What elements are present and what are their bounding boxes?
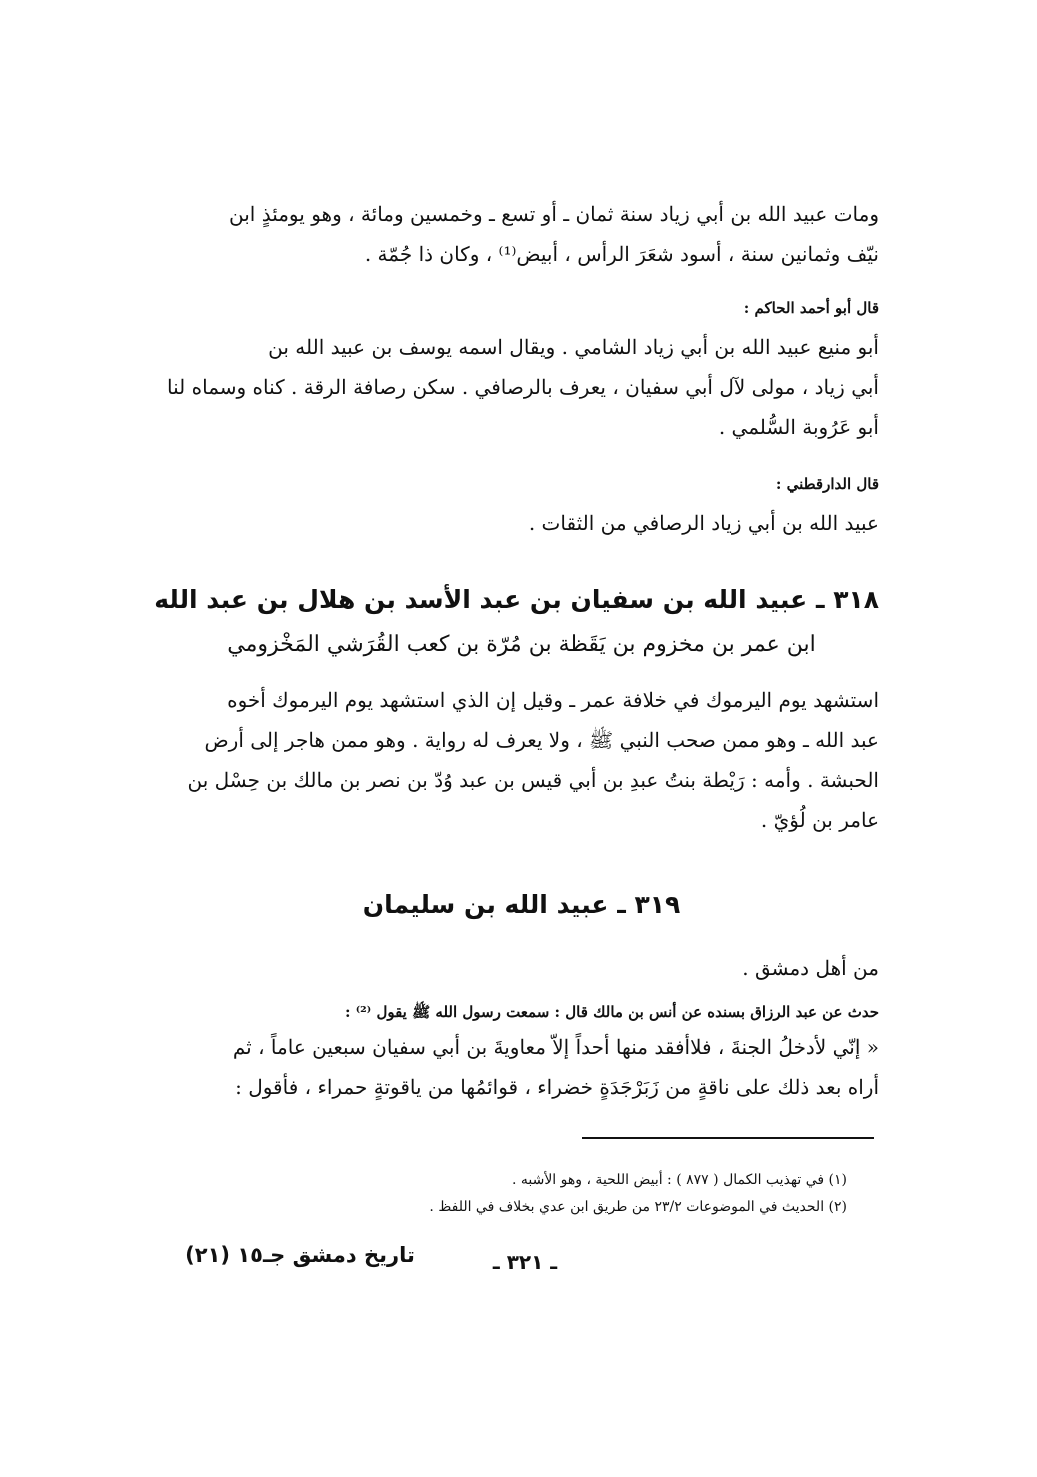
entry-319-hadith-label-block	[164, 1000, 879, 1024]
hadith-line-1: « إنّي لأدخلُ الجنةَ ، فلاأفقد منها أحداً إلاّ معاويةَ بن أبي سفيان سبعين عاماً ، ثم	[232, 1035, 879, 1059]
entry-318-line-3: الحبشة . وأمه : رَيْطة بنتُ عبدِ بن أبي قيس بن عبد وُدّ بن نصر بن مالك بن حِسْل بن	[187, 768, 879, 792]
daraqutni-label-block	[164, 472, 879, 496]
entry-318-line-2: عبد الله ـ وهو ممن صحب النبي ﷺ ، ولا يعرف له رواية . وهو ممن هاجر إلى أرض	[204, 728, 879, 752]
hadith-line-2: أراه بعد ذلك على ناقةٍ من زَبَرْجَدَةٍ خضراء ، قوائمُها من ياقوتةٍ حمراء ، فأقول :	[235, 1075, 879, 1099]
footnote-separator	[582, 1137, 874, 1139]
hakim-label-block	[164, 296, 879, 320]
footnote-2: (٢) الحديث في الموضوعات ٢٣/٢ من طريق ابن عدي بخلاف في اللفظ .	[429, 1199, 847, 1215]
hakim-paragraph	[164, 327, 879, 447]
daraqutni-line-1: عبيد الله بن أبي زياد الرصافي من الثقات .	[528, 511, 879, 535]
entry-319-line-1: من أهل دمشق .	[742, 956, 879, 980]
intro-line-1: ومات عبيد الله بن أبي زياد سنة ثمان ـ أو تسع ـ وخمسين ومائة ، وهو يومئذٍ ابن	[228, 202, 879, 226]
entry-318-title: ٣١٨ ـ عبيد الله بن سفيان بن عبد الأسد بن هلال بن عبد الله	[154, 585, 879, 614]
daraqutni-paragraph	[164, 503, 879, 543]
footnote-1: (١) في تهذيب الكمال ( ٨٧٧ ) : أبيض اللحية ، وهو الأشبه .	[511, 1172, 847, 1188]
entry-318-line-4: عامر بن لُؤيّ .	[760, 808, 879, 832]
hakim-line-2: أبي زياد ، مولى لآل أبي سفيان ، يعرف بالرصافي . سكن رصافة الرقة . كناه وسماه لنا	[167, 375, 879, 399]
daraqutni-label: قال الدارقطني :	[775, 475, 879, 493]
entry-318-line-1: استشهد يوم اليرموك في خلافة عمر ـ وقيل إن الذي استشهد يوم اليرموك أخوه	[227, 688, 879, 712]
book-title-footer: تاريخ دمشق جـ١٥ (٢١)	[185, 1243, 415, 1267]
entry-319-hadith-label: حدث عن عبد الرزاق بسنده عن أنس بن مالك قال : سمعت رسول الله ﷺ يقول ⁽²⁾ :	[344, 1003, 879, 1021]
hakim-label: قال أبو أحمد الحاكم :	[743, 299, 879, 317]
page-number: ـ ٣٢١ ـ	[492, 1250, 558, 1274]
entry-319-title: ٣١٩ ـ عبيد الله بن سليمان	[362, 890, 681, 919]
hakim-line-3: أبو عَرُوبة السُّلمي .	[718, 415, 879, 439]
intro-paragraph	[164, 194, 879, 274]
entry-319-hadith-text	[164, 1027, 879, 1107]
entry-318-body	[164, 680, 879, 840]
entry-319-origin	[164, 948, 879, 988]
entry-318-subtitle: ابن عمر بن مخزوم بن يَقَظة بن مُرّة بن كعب القُرَشي المَخْزومي	[227, 632, 816, 657]
hakim-line-1: أبو منيع عبيد الله بن أبي زياد الشامي . ويقال اسمه يوسف بن عبيد الله بن	[268, 335, 879, 359]
intro-line-2: نيّف وثمانين سنة ، أسود شعَرَ الرأس ، أبيض⁽¹⁾ ، وكان ذا جُمّة .	[364, 242, 879, 266]
